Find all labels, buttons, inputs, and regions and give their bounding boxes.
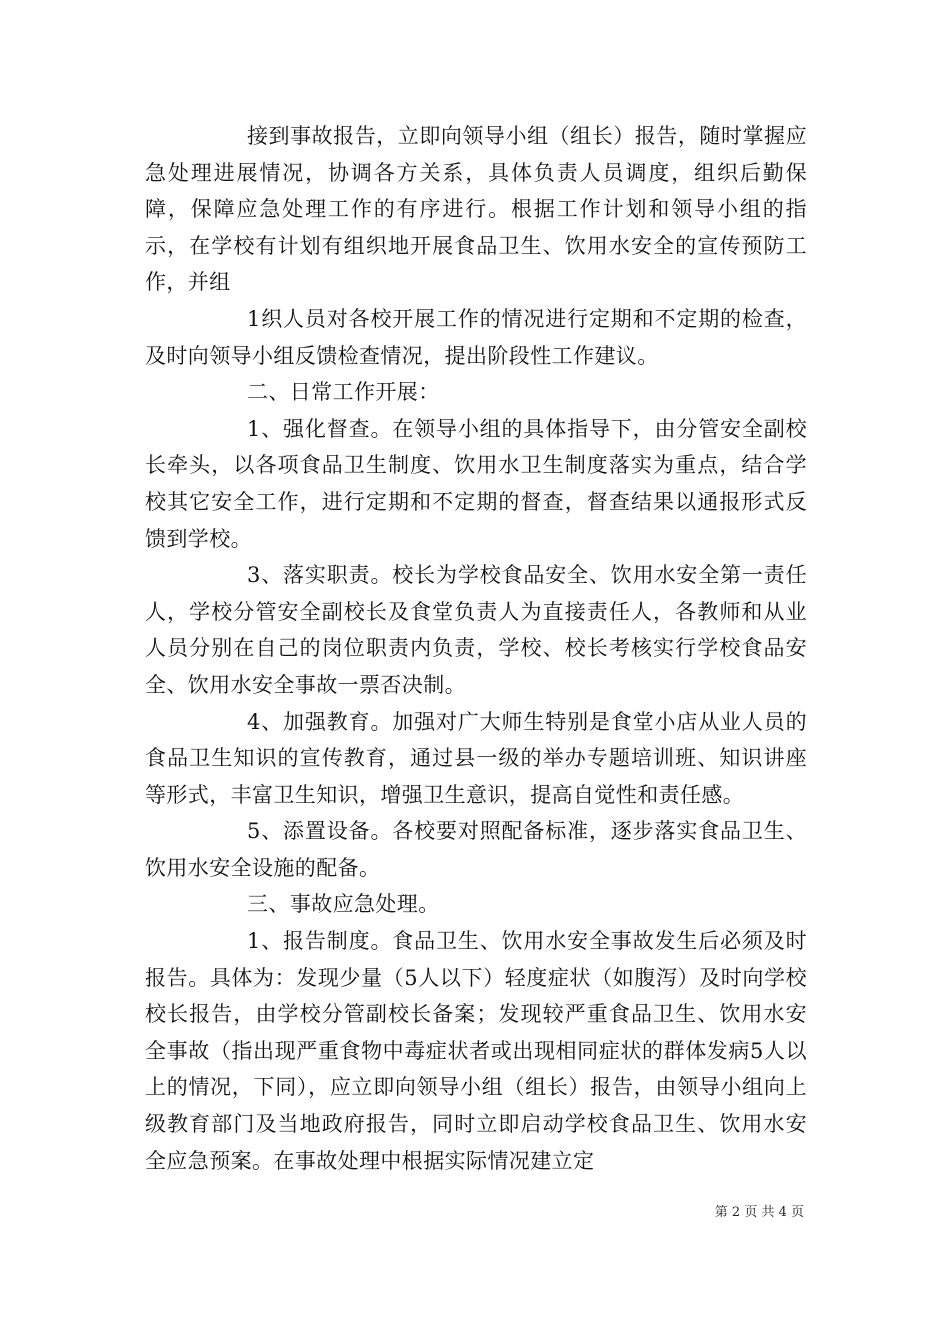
paragraph-equipment: 5、添置设备。各校要对照配备标准，逐步落实食品卫生、饮用水安全设施的配备。 [145, 819, 807, 880]
paragraph-report-system: 1、报告制度。食品卫生、饮用水安全事故发生后必须及时报告。具体为：发现少量（5人以下）轻度症状（如腹泻）及时向学校校长报告，由学校分管副校长备案；发现较严重食品卫生、饮用水安全事故（指出现严重食物中毒症状者或出现相同症状的群体发病5人以上的情况，下同），应立即向领导小组（组长）报告，由领导小组向上级教育部门及当地政府报告，同时立即启动学校食品卫生、饮用水安全应急预案。在事故处理中根据实际情况建立定 [145, 929, 807, 1173]
document-body [145, 118, 807, 1179]
paragraph-responsibility: 3、落实职责。校长为学校食品安全、饮用水安全第一责任人，学校分管安全副校长及食堂负责人为直接责任人，各教师和从业人员分别在自己的岗位职责内负责，学校、校长考核实行学校食品安全、饮用水安全事故一票否决制。 [145, 563, 807, 697]
paragraph-supervision: 1、强化督查。在领导小组的具体指导下，由分管安全副校长牵头，以各项食品卫生制度、饮用水卫生制度落实为重点，结合学校其它安全工作，进行定期和不定期的督查，督查结果以通报形式反馈到学校。 [145, 416, 807, 551]
page-number-footer: 第 2 页 共 4 页 [714, 1205, 804, 1220]
paragraph-emergency-report: 接到事故报告，立即向领导小组（组长）报告，随时掌握应急处理进展情况，协调各方关系，具体负责人员调度，组织后勤保障，保障应急处理工作的有序进行。根据工作计划和领导小组的指示，在学校有计划有组织地开展食品卫生、饮用水安全的宣传预防工作，并组 [145, 124, 807, 295]
paragraph-education: 4、加强教育。加强对广大师生特别是食堂小店从业人员的食品卫生知识的宣传教育，通过县一级的举办专题培训班、知识讲座等形式，丰富卫生知识，增强卫生意识，提高自觉性和责任感。 [145, 709, 807, 807]
paragraph-inspection: 1织人员对各校开展工作的情况进行定期和不定期的检查，及时向领导小组反馈检查情况，提出阶段性工作建议。 [145, 306, 807, 368]
section-heading-daily-work: 二、日常工作开展： [247, 380, 440, 405]
section-heading-emergency: 三、事故应急处理。 [247, 892, 440, 917]
